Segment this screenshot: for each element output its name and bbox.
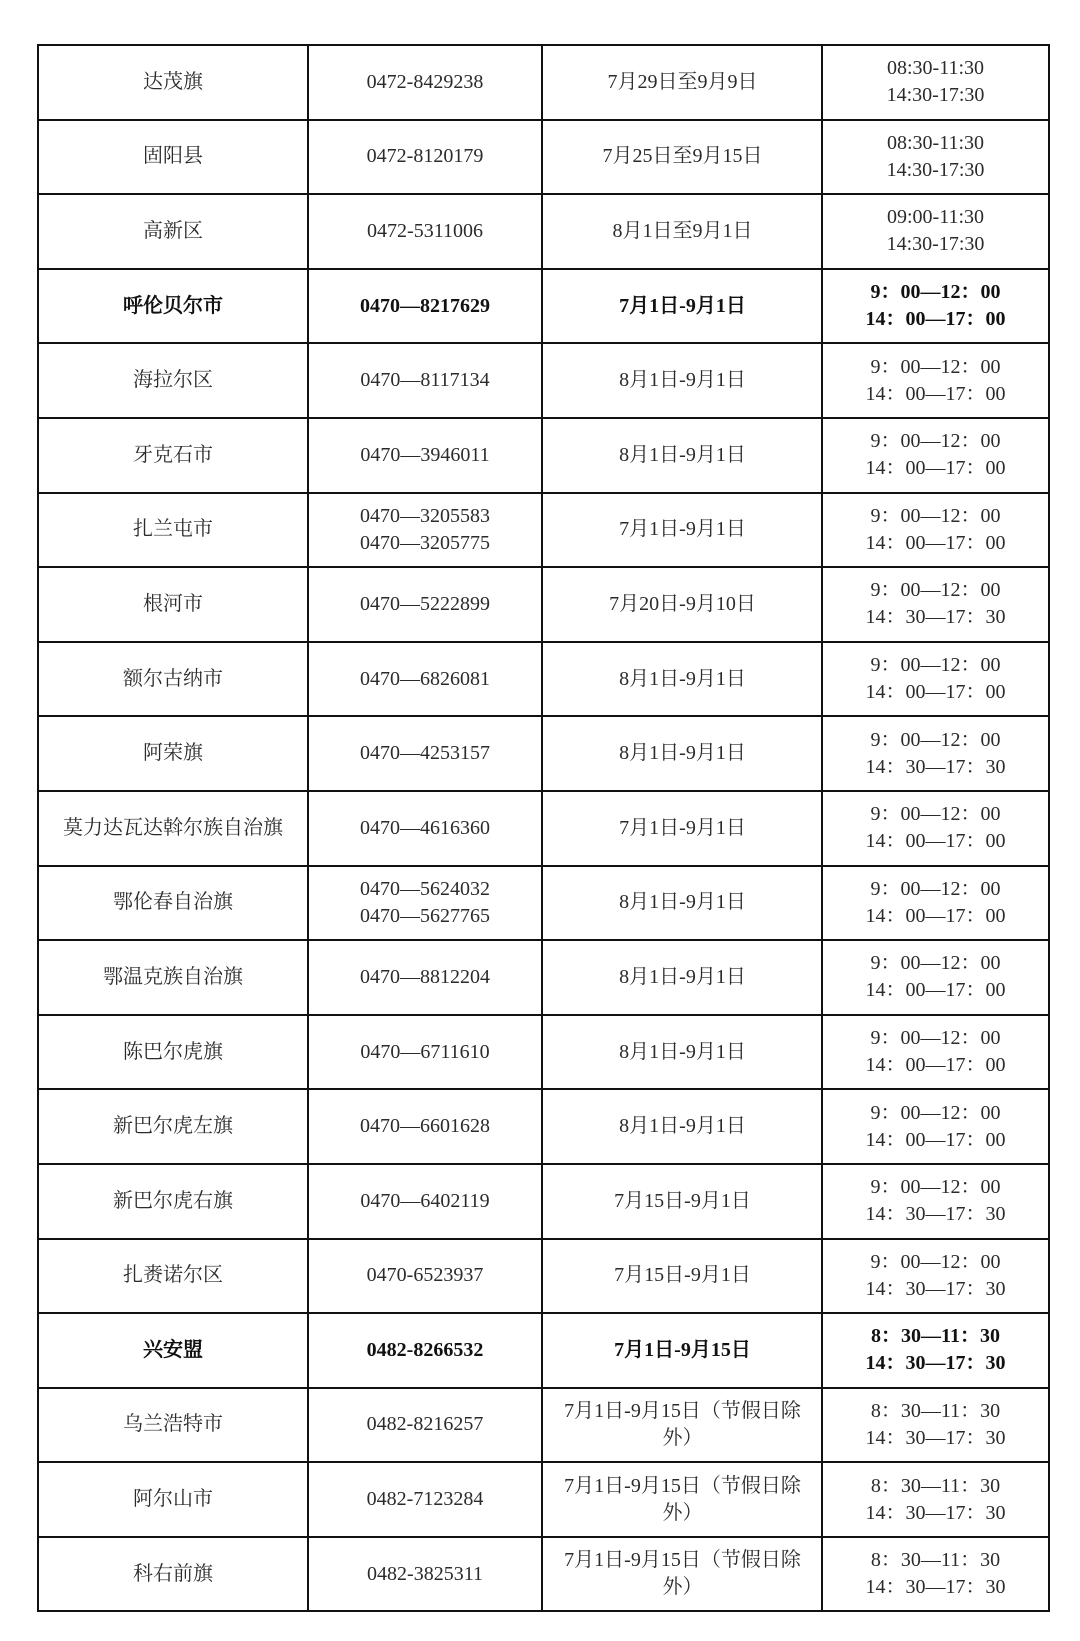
office-hours-line: 14：00—17：00 — [865, 382, 1006, 405]
service-period: 8月1日-9月1日 — [619, 1115, 746, 1138]
phone-cell — [308, 1462, 542, 1537]
office-hours-line: 09:00-11:30 — [886, 206, 985, 229]
phone-number: 0470—8812204 — [360, 965, 490, 988]
region-cell — [38, 567, 308, 642]
office-hours-cell — [822, 940, 1049, 1015]
service-period-cell — [542, 120, 822, 195]
region-name: 高新区 — [143, 219, 203, 242]
phone-number: 0470—5627765 — [360, 904, 490, 927]
office-hours-line: 9：00—12：00 — [870, 728, 1001, 751]
office-hours-line: 8：30—11：30 — [870, 1549, 1001, 1572]
service-period-cell — [542, 1388, 822, 1463]
phone-number: 0470—6711610 — [360, 1040, 490, 1063]
phone-number: 0482-7123284 — [366, 1488, 484, 1511]
region-cell — [38, 1239, 308, 1314]
office-hours-line: 9：00—12：00 — [870, 355, 1001, 378]
region-cell — [38, 418, 308, 493]
phone-number: 0472-5311006 — [367, 219, 483, 242]
region-name: 扎兰屯市 — [133, 518, 213, 541]
region-name: 乌兰浩特市 — [123, 1413, 223, 1436]
phone-cell — [308, 940, 542, 1015]
phone-number: 0482-3825311 — [367, 1562, 483, 1585]
office-hours-line: 8：30—11：30 — [870, 1474, 1001, 1497]
phone-cell — [308, 716, 542, 791]
office-hours-line: 08:30-11:30 — [886, 131, 985, 154]
service-period: 7月1日-9月1日 — [619, 816, 746, 839]
service-period-cell — [542, 1089, 822, 1164]
office-hours-line: 9：00—12：00 — [870, 1250, 1001, 1273]
table-row — [38, 120, 1049, 195]
service-period: 8月1日至9月1日 — [612, 219, 753, 242]
table-row — [38, 1388, 1049, 1463]
phone-number: 0470—8117134 — [360, 369, 490, 392]
office-hours-line: 14:30-17:30 — [886, 84, 985, 107]
office-hours-cell — [822, 45, 1049, 120]
office-hours-line: 8：30—11：30 — [871, 1325, 1000, 1348]
region-cell — [38, 1015, 308, 1090]
office-hours-cell — [822, 1462, 1049, 1537]
service-period-cell — [542, 1313, 822, 1388]
office-hours-line: 14：00—17：00 — [865, 308, 1006, 331]
region-cell — [38, 269, 308, 344]
service-period-cell — [542, 418, 822, 493]
office-hours-cell — [822, 567, 1049, 642]
service-period-cell — [542, 194, 822, 269]
service-period: 8月1日-9月1日 — [619, 742, 746, 765]
office-hours-line: 9：00—12：00 — [870, 504, 1001, 527]
office-hours-line: 14：30—17：30 — [865, 1352, 1006, 1375]
office-hours-line: 14：30—17：30 — [865, 1501, 1006, 1524]
office-hours-line: 14：00—17：00 — [865, 1128, 1006, 1151]
service-period-cell — [542, 791, 822, 866]
region-cell — [38, 1537, 308, 1612]
table-row — [38, 1462, 1049, 1537]
office-hours-line: 14:30-17:30 — [886, 233, 985, 256]
region-name: 达茂旗 — [143, 70, 203, 93]
office-hours-line: 9：00—12：00 — [870, 430, 1001, 453]
region-cell — [38, 866, 308, 941]
service-period: 7月1日-9月1日 — [619, 294, 746, 317]
office-hours-line: 14：00—17：00 — [865, 1054, 1006, 1077]
table-row — [38, 1239, 1049, 1314]
table-row — [38, 418, 1049, 493]
office-hours-line: 14：30—17：30 — [865, 606, 1006, 629]
phone-number: 0470—5222899 — [360, 592, 490, 615]
region-name: 科右前旗 — [133, 1562, 213, 1585]
office-hours-cell — [822, 269, 1049, 344]
table-row — [38, 866, 1049, 941]
service-period: 8月1日-9月1日 — [619, 891, 746, 914]
table-row — [38, 1015, 1049, 1090]
service-period: 7月20日-9月10日 — [609, 592, 756, 615]
region-cell — [38, 791, 308, 866]
phone-cell — [308, 120, 542, 195]
service-period: 8月1日-9月1日 — [619, 667, 746, 690]
region-name: 根河市 — [143, 592, 203, 615]
phone-cell — [308, 1313, 542, 1388]
phone-cell — [308, 418, 542, 493]
region-cell — [38, 1089, 308, 1164]
office-hours-cell — [822, 1239, 1049, 1314]
region-cell — [38, 1313, 308, 1388]
service-period-cell — [542, 45, 822, 120]
table-row — [38, 45, 1049, 120]
phone-cell — [308, 1239, 542, 1314]
office-hours-cell — [822, 1015, 1049, 1090]
service-period-cell — [542, 269, 822, 344]
table-row — [38, 1164, 1049, 1239]
region-cell — [38, 120, 308, 195]
table-row — [38, 716, 1049, 791]
office-hours-cell — [822, 642, 1049, 717]
service-period-cell — [542, 1164, 822, 1239]
table-row — [38, 940, 1049, 1015]
region-cell — [38, 45, 308, 120]
office-hours-cell — [822, 418, 1049, 493]
office-hours-line: 14：00—17：00 — [865, 531, 1006, 554]
office-hours-cell — [822, 1089, 1049, 1164]
phone-cell — [308, 343, 542, 418]
phone-cell — [308, 866, 542, 941]
table-row — [38, 269, 1049, 344]
phone-number: 0472-8429238 — [366, 70, 484, 93]
service-period-cell — [542, 866, 822, 941]
region-name: 陈巴尔虎旗 — [123, 1040, 223, 1063]
region-name: 固阳县 — [143, 145, 203, 168]
service-period: 8月1日-9月1日 — [619, 1040, 746, 1063]
office-hours-line: 9：00—12：00 — [870, 1176, 1001, 1199]
phone-cell — [308, 791, 542, 866]
office-hours-line: 9：00—12：00 — [870, 803, 1001, 826]
phone-number: 0472-8120179 — [366, 145, 484, 168]
service-period: 7月1日-9月1日 — [619, 518, 746, 541]
phone-number: 0470—3205583 — [360, 504, 490, 527]
office-hours-line: 9：00—12：00 — [870, 877, 1001, 900]
table-row — [38, 1089, 1049, 1164]
office-hours-line: 9：00—12：00 — [870, 952, 1001, 975]
office-hours-line: 14：30—17：30 — [865, 1426, 1006, 1449]
phone-number: 0470—6826081 — [360, 667, 490, 690]
office-hours-line: 9：00—12：00 — [870, 654, 1001, 677]
document-sheet — [37, 44, 1048, 1612]
service-period: 8月1日-9月1日 — [619, 965, 746, 988]
service-period: 7月1日-9月15日（节假日除外） — [564, 1474, 801, 1524]
phone-cell — [308, 567, 542, 642]
phone-number: 0470-6523937 — [366, 1264, 484, 1287]
phone-cell — [308, 45, 542, 120]
region-cell — [38, 343, 308, 418]
service-period: 7月1日-9月15日（节假日除外） — [564, 1399, 801, 1449]
service-period-cell — [542, 1239, 822, 1314]
phone-cell — [308, 1089, 542, 1164]
service-period: 8月1日-9月1日 — [619, 443, 746, 466]
phone-cell — [308, 269, 542, 344]
region-cell — [38, 1388, 308, 1463]
region-name: 阿荣旗 — [143, 742, 203, 765]
office-hours-line: 14：30—17：30 — [865, 755, 1006, 778]
table-row — [38, 791, 1049, 866]
phone-cell — [308, 194, 542, 269]
office-hours-line: 14：00—17：00 — [865, 830, 1006, 853]
service-period: 7月15日-9月1日 — [614, 1264, 751, 1287]
office-hours-line: 14：00—17：00 — [865, 681, 1006, 704]
region-name: 呼伦贝尔市 — [123, 294, 223, 317]
service-period: 7月15日-9月1日 — [614, 1189, 751, 1212]
service-period-cell — [542, 940, 822, 1015]
service-period-cell — [542, 567, 822, 642]
office-hours-line: 14：00—17：00 — [865, 457, 1006, 480]
schedule-table — [37, 44, 1050, 1612]
region-name: 鄂伦春自治旗 — [113, 891, 233, 914]
region-name: 兴安盟 — [143, 1338, 203, 1361]
service-period: 7月25日至9月15日 — [602, 145, 763, 168]
phone-number: 0482-8216257 — [366, 1413, 484, 1436]
service-period-cell — [542, 1537, 822, 1612]
region-name: 海拉尔区 — [133, 369, 213, 392]
office-hours-line: 8：30—11：30 — [870, 1399, 1001, 1422]
phone-number: 0470—4616360 — [360, 816, 490, 839]
service-period-cell — [542, 716, 822, 791]
region-cell — [38, 940, 308, 1015]
office-hours-cell — [822, 343, 1049, 418]
region-name: 阿尔山市 — [133, 1488, 213, 1511]
office-hours-cell — [822, 1313, 1049, 1388]
region-cell — [38, 1462, 308, 1537]
region-cell — [38, 642, 308, 717]
table-row — [38, 493, 1049, 568]
office-hours-cell — [822, 1388, 1049, 1463]
region-name: 额尔古纳市 — [123, 667, 223, 690]
phone-number: 0470—8217629 — [360, 294, 490, 317]
region-name: 扎赉诺尔区 — [123, 1264, 223, 1287]
office-hours-cell — [822, 1164, 1049, 1239]
office-hours-cell — [822, 493, 1049, 568]
office-hours-cell — [822, 866, 1049, 941]
office-hours-cell — [822, 1537, 1049, 1612]
phone-number: 0470—3205775 — [360, 531, 490, 554]
region-name: 新巴尔虎左旗 — [113, 1115, 233, 1138]
table-row — [38, 642, 1049, 717]
office-hours-line: 14：30—17：30 — [865, 1203, 1006, 1226]
table-row — [38, 567, 1049, 642]
office-hours-line: 14：00—17：00 — [865, 979, 1006, 1002]
schedule-table-body — [38, 45, 1049, 1611]
table-row — [38, 194, 1049, 269]
phone-number: 0470—6601628 — [360, 1115, 490, 1138]
service-period: 7月1日-9月15日（节假日除外） — [564, 1549, 801, 1599]
office-hours-line: 14：00—17：00 — [865, 904, 1006, 927]
phone-number: 0470—4253157 — [360, 742, 490, 765]
service-period-cell — [542, 642, 822, 717]
service-period-cell — [542, 343, 822, 418]
region-cell — [38, 716, 308, 791]
phone-cell — [308, 1537, 542, 1612]
phone-number: 0482-8266532 — [366, 1338, 484, 1361]
region-cell — [38, 493, 308, 568]
office-hours-line: 9：00—12：00 — [870, 579, 1001, 602]
service-period-cell — [542, 493, 822, 568]
phone-number: 0470—5624032 — [360, 877, 490, 900]
region-cell — [38, 1164, 308, 1239]
service-period: 8月1日-9月1日 — [619, 369, 746, 392]
region-name: 莫力达瓦达斡尔族自治旗 — [63, 816, 283, 839]
service-period: 7月29日至9月9日 — [607, 70, 758, 93]
office-hours-line: 08:30-11:30 — [886, 57, 985, 80]
phone-cell — [308, 1015, 542, 1090]
office-hours-cell — [822, 791, 1049, 866]
phone-cell — [308, 642, 542, 717]
office-hours-cell — [822, 194, 1049, 269]
service-period-cell — [542, 1015, 822, 1090]
table-row — [38, 343, 1049, 418]
table-row — [38, 1313, 1049, 1388]
phone-cell — [308, 1164, 542, 1239]
phone-number: 0470—3946011 — [360, 443, 490, 466]
phone-cell — [308, 1388, 542, 1463]
service-period-cell — [542, 1462, 822, 1537]
office-hours-line: 14:30-17:30 — [886, 158, 985, 181]
office-hours-line: 9：00—12：00 — [870, 1027, 1001, 1050]
service-period: 7月1日-9月15日 — [614, 1338, 751, 1361]
office-hours-cell — [822, 120, 1049, 195]
region-cell — [38, 194, 308, 269]
office-hours-line: 14：30—17：30 — [865, 1277, 1006, 1300]
office-hours-line: 9：00—12：00 — [870, 281, 1001, 304]
office-hours-cell — [822, 716, 1049, 791]
phone-cell — [308, 493, 542, 568]
office-hours-line: 14：30—17：30 — [865, 1576, 1006, 1599]
office-hours-line: 9：00—12：00 — [870, 1101, 1001, 1124]
region-name: 牙克石市 — [133, 443, 213, 466]
region-name: 鄂温克族自治旗 — [103, 965, 243, 988]
phone-number: 0470—6402119 — [360, 1189, 490, 1212]
table-row — [38, 1537, 1049, 1612]
region-name: 新巴尔虎右旗 — [113, 1189, 233, 1212]
